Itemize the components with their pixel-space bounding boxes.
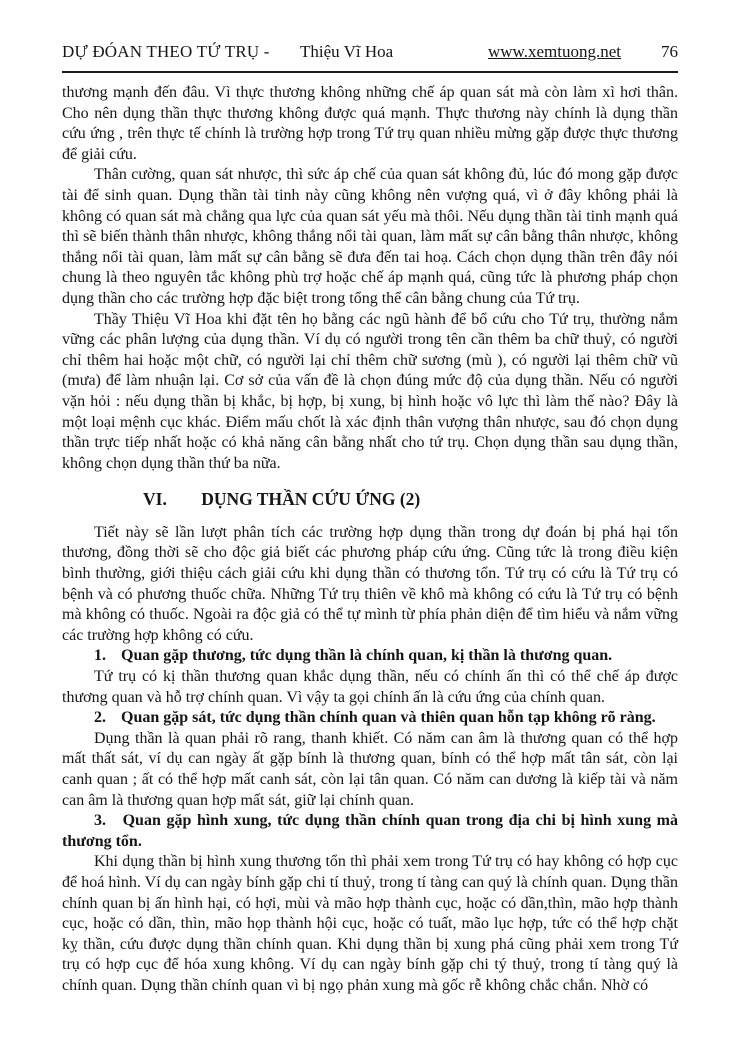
website-link[interactable]: www.xemtuong.net <box>488 42 621 61</box>
list-item-3 <box>62 811 678 852</box>
book-author: Thiệu Vĩ Hoa <box>300 42 394 61</box>
book-title: DỰ ĐÓAN THEO TỨ TRỤ - <box>62 42 270 61</box>
paragraph-section-intro: Tiết này sẽ lần lượt phân tích các trường hợp dụng thần trong dự đoán bị phá hại tổn thương, đồng thời sẽ cho độc giả biết các phương pháp cứu ứng. Cũng tức là trong điều kiện bình thường, giới thiệu cách giải cứu khi dụng thần có thương tổn. Tứ trụ có cứu là Tứ trụ có bệnh và có phương thuốc chữa. Những Tứ trụ thiên về khô mà không có cứu là Tứ trụ có bệnh mà không có thuốc. Ngoài ra độc giả có thể tự mình từ phía phản diện để tìm hiểu và nắm vững các trường hợp không có cứu. <box>62 523 678 644</box>
section-number: VI. <box>143 489 167 510</box>
page-number: 76 <box>661 42 678 61</box>
page-body <box>62 83 678 997</box>
page-header <box>62 42 678 62</box>
paragraph-thay-thieu-vi-hoa: Thầy Thiệu Vĩ Hoa khi đặt tên họ bằng các ngũ hành để bổ cứu cho Tứ trụ, thường nắm vững các phân lượng của dụng thần. Ví dụ có người trong tên cần thêm ba chữ thuỷ, có người chỉ thêm hai hoặc một chữ, có người lại chỉ thêm chữ sương (mù ), có người lại thêm chữ vũ (mưa) để làm nhuận lại. Cơ sở của vấn đề là chọn đúng mức độ của dụng thần. Nếu có người vặn hỏi : nếu dụng thần bị khắc, bị hợp, bị xung, bị hình hoặc vô lực thì làm thế nào? Đây là một loại mệnh cục khác. Điểm mấu chốt là xác định thân vượng thân nhược, sau đó chọn dụng thần trực tiếp nhất hoặc có khả năng cân bằng nhất cho tứ trụ. Chọn dụng thần sau dụng thần, không chọn dụng thần thứ ba nữa. <box>62 310 678 472</box>
list-item-1 <box>62 646 678 667</box>
list-item-1-title: Quan gặp thương, tức dụng thần là chính quan, kị thần là thương quan. <box>121 647 613 665</box>
paragraph-item-2-body: Dụng thần là quan phải rõ rang, thanh khiết. Có năm can âm là thương quan có thể hợp mất thất sát, ví dụ can ngày ất gặp bính là thương quan, bính có thể hợp mất tân sát, còn lại canh quan ; ất có thể hợp mất canh sát, còn lại tân quan. Có năm can dương là kiếp tài và năm can âm là thương quan hợp mất sát, giữ lại chính quan. <box>62 729 678 809</box>
list-item-3-title: Quan gặp hình xung, tức dụng thần chính quan trong địa chi bị hình xung mà thương tổn. <box>62 812 678 850</box>
section-heading <box>62 489 678 510</box>
list-item-2-title: Quan gặp sát, tức dụng thần chính quan và thiên quan hỗn tạp không rõ ràng. <box>121 709 656 727</box>
paragraph-item-3-body: Khi dụng thần bị hình xung thương tổn thì phải xem trong Tứ trụ có hay không có hợp cục để hoá hình. Ví dụ can ngày bính gặp chi tí thuỷ, trong tí tàng can quý là chính quan. Dụng thần chính quan bị ấn hình hại, có hợi, mùi và mão hợp thành cục, hoặc có dần,thìn, mão hợp thành cục, hoặc có dần, thìn, mão họp thành hội cục, hoặc có tuất, mão lục hợp, tức có thể hợp chặt kỵ thần, cứu được dụng thần chính quan. Khi dụng thần bị xung phá cũng phải xem trong Tứ trụ có hợp cục để hóa xung không. Ví dụ can ngày bính gặp chi tý thuỷ, trong tí tàng quý là chính quan. Dụng thần chính quan vì bị ngọ phản xung mà gốc rễ không chắc chắn. Nhờ có <box>62 853 678 994</box>
list-item-2 <box>62 708 678 729</box>
paragraph-continuation: thương mạnh đến đâu. Vì thực thương không những chế áp quan sát mà còn làm xì hơi thân. Cho nên dụng thần thực thương không được quá mạnh. Thực thương này chính là dụng thần cứu ứng , trên thực tế chính là trường hợp trong Tứ trụ quan nhiều mừng gặp được thực thương để giải cứu. <box>62 84 678 163</box>
list-item-2-number: 2. <box>94 709 106 727</box>
paragraph-item-1-body: Tứ trụ có kị thần thương quan khắc dụng thần, nếu có chính ấn thì có thể chế áp được thương quan và hỗ trợ chính quan. Vì vậy ta gọi chính ấn là cứu ứng của chính quan. <box>62 668 678 706</box>
section-title: DỤNG THẦN CỨU ỨNG (2) <box>201 489 421 510</box>
header-divider <box>62 71 678 73</box>
list-item-1-number: 1. <box>94 647 106 665</box>
paragraph-than-cuong: Thân cường, quan sát nhược, thì sức áp chế của quan sát không đủ, lúc đó mong gặp được tài để sinh quan. Dụng thần tài tinh này cũng không nên vượng quá, vì ở đây không phải là không có quan sát mà chẳng qua lực của quan sát yếu mà thôi. Nếu dụng thần tài tinh mạnh quá thì sẽ biến thành thân nhược, không thắng nổi tài quan, làm mất sự cân bằng thân nhược, không thắng nổi tài quan, làm mất sự cân bằng sẽ đưa đến tai hoạ. Cách chọn dụng thần trên đây nói chung là theo nguyên tắc không phù trợ hoặc chế áp mạnh quá, cũng tức là phương pháp chọn dụng thần cho các trường hợp đặc biệt trong tổng thể cân bằng chung của Tứ trụ. <box>62 166 678 307</box>
list-item-3-number: 3. <box>94 812 106 830</box>
